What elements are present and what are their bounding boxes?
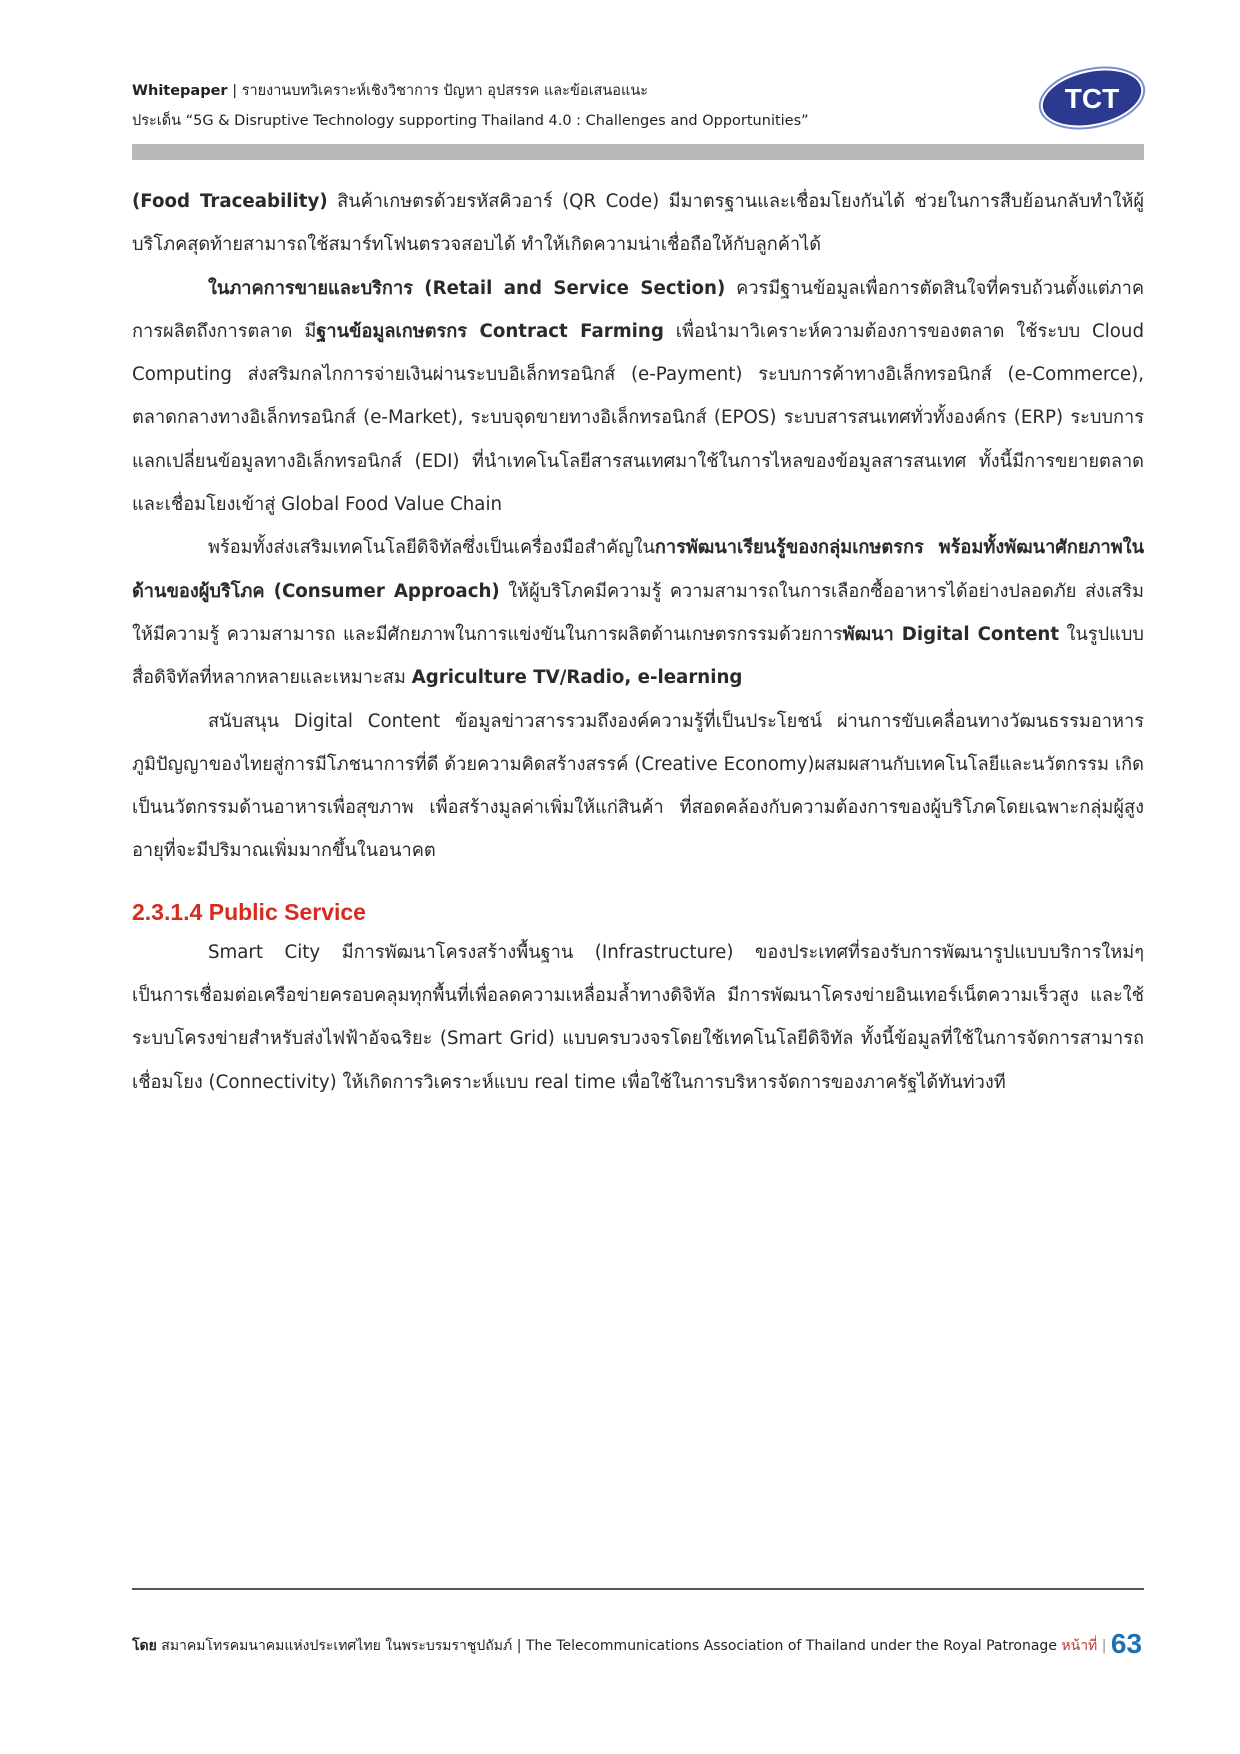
footer-org-thai: สมาคมโทรคมนาคมแห่งประเทศไทย ในพระบรมราชูปถัมภ์ — [156, 1638, 517, 1654]
header-divider-bar — [132, 144, 1144, 160]
text: สินค้าเกษตรด้วยรหัสคิวอาร์ (QR Code) มีมาตรฐานและเชื่อมโยงกันได้ ช่วยในการสืบย้อนกลับทำให้ผู้บริโภคสุดท้ายสามารถใช้สมาร์ทโฟนตรวจสอบได้ ทำให้เกิดความน่าเชื่อถือให้กับลูกค้าได้ — [132, 191, 1144, 256]
text: เพื่อนำมาวิเคราะห์ความต้องการของตลาด ใช้ระบบ Cloud Computing ส่งสริมกลไกการจ่ายเงินผ่านระบบอิเล็กทรอนิกส์ (e-Payment) ระบบการค้าทางอิเล็กทรอนิกส์ (e-Commerce), ตลาดกลางทางอิเล็กทรอนิกส์ (e-Market), ระบบจุดขายทางอิเล็กทรอนิกส์ (EPOS) ระบบสารสนเทศทั่วทั้งองค์กร (ERP) ระบบการแลกเปลี่ยนข้อมูลทางอิเล็กทรอนิกส์ (EDI) ที่นำเทคโนโลยีสารสนเทศมาใช้ในการไหลของข้อมูลสารสนเทศ ทั้งนี้มีการขยายตลาดและเชื่อมโยงเข้าสู่ Global Food Value Chain — [132, 320, 1144, 516]
bold-text: การพัฒนาเรียนรู้ของกลุ่มเกษตรกร พร้อมทั้งพัฒนาศักยภาพในด้านของผู้บริโภค (Consumer Approach) — [132, 537, 1144, 602]
footer-org-english: The Telecommunications Association of Thailand under the Royal Patronage — [521, 1638, 1062, 1654]
paragraph-retail-service — [132, 267, 1144, 527]
tct-logo — [1036, 64, 1148, 132]
text: ให้ผู้บริโภคมีความรู้ ความสามารถในการเลือกซื้ออาหารได้อย่างปลอดภัย ส่งเสริมให้มีความรู้ ความสามารถ และมีศักยภาพในการแข่งขันในการผลิตด้านเกษตรกรรมด้วยการ — [132, 580, 1145, 645]
document-footer — [132, 1624, 1144, 1664]
bold-text: ฐานข้อมูลเกษตรกร Contract Farming — [316, 320, 664, 342]
bold-text: (Food Traceability) — [132, 191, 328, 212]
paragraph-food-traceability — [132, 180, 1144, 267]
document-header — [132, 76, 1132, 136]
logo-text: TCT — [1064, 83, 1120, 114]
page-number: 63 — [1110, 1628, 1143, 1659]
section-title: 2.3.1.4 Public Service — [132, 898, 366, 925]
paragraph-digital-content: สนับสนุน Digital Content ข้อมูลข่าวสารรวมถึงองค์ความรู้ที่เป็นประโยชน์ ผ่านการขับเคลื่อนทางวัฒนธรรมอาหาร ภูมิปัญญาของไทยสู่การมีโภชนาการที่ดี ด้วยความคิดสร้างสรรค์ (Creative Economy)ผสมผสานกับเทคโนโลยีและนวัตกรรม เกิดเป็นนวัตกรรมด้านอาหารเพื่อสุขภาพ เพื่อสร้างมูลค่าเพิ่มให้แก่สินค้า ที่สอดคล้องกับความต้องการของผู้บริโภคโดยเฉพาะกลุ่มผู้สูงอายุที่จะมีปริมาณเพิ่มมากขึ้นในอนาคต — [132, 710, 1144, 862]
text: พร้อมทั้งส่งเสริมเทคโนโลยีดิจิทัลซึ่งเป็นเครื่องมือสำคัญใน — [208, 537, 655, 559]
bold-text: พัฒนา Digital Content — [842, 623, 1060, 645]
bold-text: Agriculture TV/Radio, e-learning — [411, 667, 743, 689]
header-topic-line: ประเด็น “5G & Disruptive Technology supporting Thailand 4.0 : Challenges and Opportunities” — [132, 113, 809, 129]
header-subtitle: รายงานบทวิเคราะห์เชิงวิชาการ ปัญหา อุปสรรค และข้อเสนอแนะ — [241, 83, 649, 99]
page-label: หน้าที่ — [1061, 1638, 1098, 1654]
page-separator: | — [1101, 1638, 1107, 1654]
paragraph-digital-technology — [132, 526, 1144, 699]
header-title-line: Whitepaper | รายงานบทวิเคราะห์เชิงวิชาการ ปัญหา อุปสรรค และข้อเสนอแนะ — [132, 83, 649, 99]
bold-text: ในภาคการขายและบริการ (Retail and Service Section) — [208, 277, 726, 299]
paragraph-smart-city: Smart City มีการพัฒนาโครงสร้างพื้นฐาน (Infrastructure) ของประเทศที่รองรับการพัฒนารูปแบบบริการใหม่ๆ เป็นการเชื่อมต่อเครือข่ายครอบคลุมทุกพื้นที่เพื่อลดความเหลื่อมล้ำทางดิจิทัล มีการพัฒนาโครงข่ายอินเทอร์เน็ตความเร็วสูง และใช้ระบบโครงข่ายสำหรับส่งไฟฟ้าอัจฉริยะ (Smart Grid) แบบครบวงจรโดยใช้เทคโนโลยีดิจิทัล ทั้งนี้ข้อมูลที่ใช้ในการจัดการสามารถเชื่อมโยง (Connectivity) ให้เกิดการวิเคราะห์แบบ real time เพื่อใช้ในการบริหารจัดการของภาครัฐได้ทันท่วงที — [132, 941, 1144, 1093]
text: ควรมีฐานข้อมูลเพื่อการตัดสินใจที่ครบถ้วนตั้งแต่ภาคการผลิตถึงการตลาด มี — [132, 277, 1144, 342]
footer-by-label: โดย — [132, 1638, 157, 1654]
page-content — [132, 180, 1144, 1104]
footer-separator: | — [516, 1638, 522, 1654]
footer-divider — [132, 1588, 1144, 1590]
brand-label: Whitepaper — [132, 83, 228, 99]
text: ในรูปแบบสื่อดิจิทัลที่หลากหลายและเหมาะสม — [132, 623, 1144, 689]
